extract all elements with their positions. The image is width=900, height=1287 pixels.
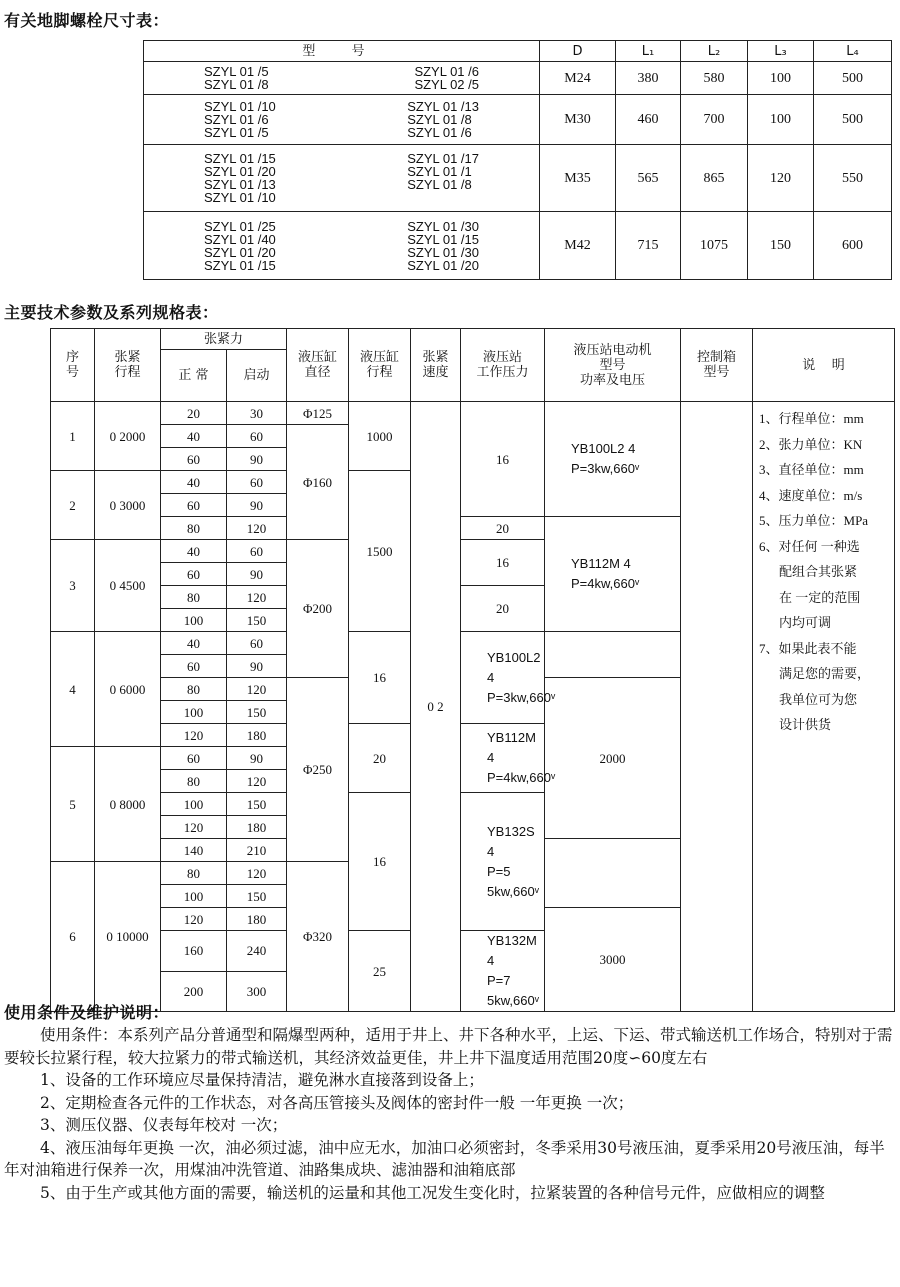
pressure-cell: 16	[461, 402, 545, 517]
note-line: 满足您的需要，	[779, 666, 871, 681]
bolt-l2: 700	[681, 95, 748, 145]
tension-normal: 60	[161, 494, 227, 517]
note-line: 3、直径单位：mm	[759, 462, 864, 477]
spec-header-cyl-stroke: 液压缸 行程	[349, 329, 411, 402]
tension-start: 150	[227, 793, 287, 816]
tension-normal: 120	[161, 816, 227, 839]
tension-normal: 40	[161, 540, 227, 563]
spec-header-stroke: 张紧 行程	[95, 329, 161, 402]
bolt-l3: 120	[748, 145, 814, 212]
spec-header-note: 说 明	[753, 329, 895, 402]
tension-start: 180	[227, 816, 287, 839]
stroke-cell: 0 6000	[95, 632, 161, 747]
pressure-cell: 16	[461, 540, 545, 586]
tension-normal: 100	[161, 609, 227, 632]
motor-model: YB100L2 4	[487, 649, 541, 685]
note-line: 5、压力单位：MPa	[759, 513, 869, 528]
bolt-row	[144, 145, 892, 212]
bolt-l4: 600	[814, 212, 892, 280]
stroke-cell: 0 4500	[95, 540, 161, 632]
spec-header-normal: 正 常	[161, 350, 227, 402]
bolt-l2: 1075	[681, 212, 748, 280]
spec-table-title: 主要技术参数及系列规格表：	[4, 303, 219, 322]
motor-power: P=3kw,660ᵛ	[487, 689, 556, 705]
bolt-header-row	[144, 41, 892, 62]
usage-paragraph: 3、测压仪器、仪表每年校对 一次；	[40, 1116, 288, 1134]
usage-paragraph: 5、由于生产或其他方面的需要，输送机的运量和其他工况发生变化时，拉紧装置的各种信号元件，应做相应的调整	[40, 1183, 825, 1202]
bolt-l2: 865	[681, 145, 748, 212]
tension-normal: 60	[161, 747, 227, 770]
notes-cell	[753, 402, 895, 1012]
tension-start: 180	[227, 908, 287, 931]
motor-cell	[545, 402, 681, 517]
tension-start: 60	[227, 471, 287, 494]
seq-cell: 2	[51, 471, 95, 540]
note-line: 设计供货	[779, 717, 832, 732]
tension-start: 90	[227, 494, 287, 517]
spec-header-seq: 序 号	[51, 329, 95, 402]
motor-power: P=7 5kw,660ᵛ	[487, 973, 539, 1008]
bolt-model-list: SZYL 01 /25 SZYL 01 /40 SZYL 01 /20 SZYL 01 /15	[204, 218, 276, 273]
note-line: 在 一定的范围	[779, 589, 861, 605]
stroke-cell: 0 2000	[95, 402, 161, 471]
bolt-l1: 715	[616, 212, 681, 280]
spec-header-tension: 张紧力	[161, 329, 287, 350]
pressure-cell: 20	[461, 586, 545, 632]
pressure-cell: 16	[349, 793, 411, 931]
note-line: 2、张力单位：KN	[759, 436, 863, 452]
tension-normal: 80	[161, 770, 227, 793]
motor-cell	[461, 632, 556, 724]
seq-cell: 5	[51, 747, 95, 862]
tension-normal: 20	[161, 402, 227, 425]
pressure-cell: 16	[349, 632, 411, 724]
tension-normal: 80	[161, 678, 227, 701]
pressure-cell: 25	[349, 931, 411, 1012]
bolt-header-model: 型 号	[144, 41, 540, 62]
bolt-table-title: 有关地脚螺栓尺寸表：	[4, 11, 170, 30]
tension-start: 300	[227, 971, 287, 1012]
speed-cell: 0 2	[411, 402, 461, 1012]
pressure-cell: 20	[349, 724, 411, 793]
bolt-l3: 100	[748, 62, 814, 95]
tension-start: 90	[227, 563, 287, 586]
tension-start: 120	[227, 678, 287, 701]
motor-cell	[461, 793, 545, 931]
bolt-l1: 460	[616, 95, 681, 145]
control-cell	[681, 402, 753, 1012]
motor-model: YB132S 4	[487, 823, 535, 859]
tension-start: 120	[227, 517, 287, 540]
tension-normal: 80	[161, 586, 227, 609]
note-line: 4、速度单位：m/s	[759, 487, 863, 503]
bolt-d: M35	[540, 145, 616, 212]
note-line: 7、如果此表不能	[759, 640, 857, 656]
tension-start: 150	[227, 609, 287, 632]
tension-start: 60	[227, 540, 287, 563]
tension-normal: 40	[161, 471, 227, 494]
bolt-model-list: SZYL 01 /13 SZYL 01 /8 SZYL 01 /6	[407, 99, 479, 140]
seq-cell: 4	[51, 632, 95, 747]
tension-start: 30	[227, 402, 287, 425]
motor-power: P=4kw,660ᵛ	[487, 770, 556, 785]
tension-normal: 60	[161, 655, 227, 678]
tension-normal: 160	[161, 931, 227, 972]
bolt-model-list: SZYL 01 /6 SZYL 02 /5	[414, 64, 479, 92]
tension-start: 120	[227, 862, 287, 885]
spec-header-control: 控制箱 型号	[681, 329, 753, 402]
bolt-d: M30	[540, 95, 616, 145]
tension-start: 60	[227, 632, 287, 655]
bolt-header-l3: L₃	[748, 41, 814, 62]
spec-header-motor: 液压站电动机 型号 功率及电压	[545, 329, 681, 402]
bolt-row	[144, 95, 892, 145]
tension-start: 150	[227, 885, 287, 908]
motor-power: P=5 5kw,660ᵛ	[487, 863, 539, 899]
bolt-model-list: SZYL 01 /10 SZYL 01 /6 SZYL 01 /5	[204, 99, 276, 140]
bolt-l4: 550	[814, 145, 892, 212]
tension-start: 90	[227, 448, 287, 471]
pressure-cell: 20	[461, 517, 545, 540]
tension-start: 120	[227, 586, 287, 609]
tension-normal: 140	[161, 839, 227, 862]
spec-header-cyl-dia: 液压缸 直径	[287, 329, 349, 402]
motor-cell	[461, 931, 545, 1012]
tension-normal: 120	[161, 908, 227, 931]
tension-start: 60	[227, 425, 287, 448]
usage-paragraph: 1、设备的工作环境应尽量保持清洁，避免淋水直接落到设备上；	[40, 1071, 484, 1089]
seq-cell: 1	[51, 402, 95, 471]
seq-cell: 6	[51, 862, 95, 1012]
bolt-model-list: SZYL 01 /15 SZYL 01 /20 SZYL 01 /13 SZYL 01 /10	[204, 151, 276, 205]
cyl-dia-cell: Φ160	[287, 425, 349, 540]
tension-normal: 60	[161, 563, 227, 586]
tension-normal: 120	[161, 724, 227, 747]
stroke-cell: 0 3000	[95, 471, 161, 540]
motor-model: YB112M 4	[571, 556, 631, 571]
note-line: 1、行程单位：mm	[759, 411, 864, 426]
bolt-model-list: SZYL 01 /17 SZYL 01 /1 SZYL 01 /8	[407, 151, 479, 192]
motor-power: P=3kw,660ᵛ	[571, 461, 640, 476]
tension-start: 240	[227, 931, 287, 972]
tension-start: 180	[227, 724, 287, 747]
bolt-l3: 100	[748, 95, 814, 145]
usage-paragraph: 使用条件：本系列产品分普通型和隔爆型两种，适用于井上、井下各种水平，上运、下运、带式输送机工作场合，特别对于需要较长拉紧行程，较大拉紧力的带式输送机，其经济效益更佳，井上井下温度适用范围20度∽60度左右	[4, 1026, 893, 1067]
stroke-cell: 0 8000	[95, 747, 161, 862]
tension-start: 150	[227, 701, 287, 724]
motor-cell	[461, 724, 556, 793]
seq-cell: 3	[51, 540, 95, 632]
tension-normal: 100	[161, 701, 227, 724]
tension-normal: 60	[161, 448, 227, 471]
bolt-model-list: SZYL 01 /5 SZYL 01 /8	[204, 64, 269, 92]
bolt-l1: 565	[616, 145, 681, 212]
note-line: 配组合其张紧	[779, 564, 858, 579]
usage-text	[4, 1024, 896, 1204]
cyl-dia-cell: Φ250	[287, 678, 349, 862]
tension-start: 90	[227, 747, 287, 770]
usage-title: 使用条件及维护说明：	[4, 1003, 170, 1022]
bolt-row	[144, 62, 892, 95]
cyl-dia-cell: Φ320	[287, 862, 349, 1012]
cyl-stroke-cell: 1500	[349, 471, 411, 632]
tension-normal: 40	[161, 425, 227, 448]
bolt-model-list: SZYL 01 /30 SZYL 01 /15 SZYL 01 /30 SZYL 01 /20	[407, 218, 479, 273]
note-line: 内均可调	[779, 615, 832, 630]
bolt-l2: 580	[681, 62, 748, 95]
motor-cell	[545, 517, 681, 632]
motor-power: P=4kw,660ᵛ	[571, 576, 640, 591]
spec-header-pressure: 液压站 工作压力	[461, 329, 545, 402]
spec-header-start: 启动	[227, 350, 287, 402]
tension-normal: 200	[161, 971, 227, 1012]
bolt-l4: 500	[814, 62, 892, 95]
cyl-dia-cell: Φ200	[287, 540, 349, 678]
bolt-header-l2: L₂	[681, 41, 748, 62]
bolt-header-l4: L₄	[814, 41, 892, 62]
cyl-stroke-cell: 1000	[349, 402, 411, 471]
bolt-l3: 150	[748, 212, 814, 280]
note-line: 6、对任何 一种选	[759, 538, 860, 554]
usage-paragraph: 4、液压油每年更换 一次，油必须过滤，油中应无水，加油口必须密封，冬季采用30号液压油，夏季采用20号液压油，每半年对油箱进行保养一次，用煤油冲洗管道、油路集成块、滤油器和油箱底部	[4, 1138, 885, 1179]
bolt-header-d: D	[540, 41, 616, 62]
bolt-d: M24	[540, 62, 616, 95]
tension-start: 90	[227, 655, 287, 678]
tension-normal: 40	[161, 632, 227, 655]
bolt-l1: 380	[616, 62, 681, 95]
motor-model: YB132M 4	[487, 933, 537, 968]
bolt-l4: 500	[814, 95, 892, 145]
bolt-d: M42	[540, 212, 616, 280]
tension-start: 120	[227, 770, 287, 793]
bolt-header-l1: L₁	[616, 41, 681, 62]
motor-model: YB112M 4	[487, 730, 536, 765]
bolt-size-table	[143, 40, 892, 280]
tension-normal: 80	[161, 862, 227, 885]
spec-table	[50, 328, 895, 1012]
cyl-dia-cell: Φ125	[287, 402, 349, 425]
tension-normal: 100	[161, 885, 227, 908]
motor-model: YB100L2 4	[571, 441, 636, 456]
cyl-stroke-cell: 3000	[545, 908, 681, 1012]
cyl-stroke-cell: 2000	[545, 678, 681, 839]
note-line: 我单位可为您	[779, 691, 858, 707]
tension-normal: 80	[161, 517, 227, 540]
tension-normal: 100	[161, 793, 227, 816]
stroke-cell: 0 10000	[95, 862, 161, 1012]
usage-paragraph: 2、定期检查各元件的工作状态，对各高压管接头及阀体的密封件一般 一年更换 一次；	[40, 1093, 634, 1112]
spec-header-speed: 张紧 速度	[411, 329, 461, 402]
bolt-row	[144, 212, 892, 280]
tension-start: 210	[227, 839, 287, 862]
